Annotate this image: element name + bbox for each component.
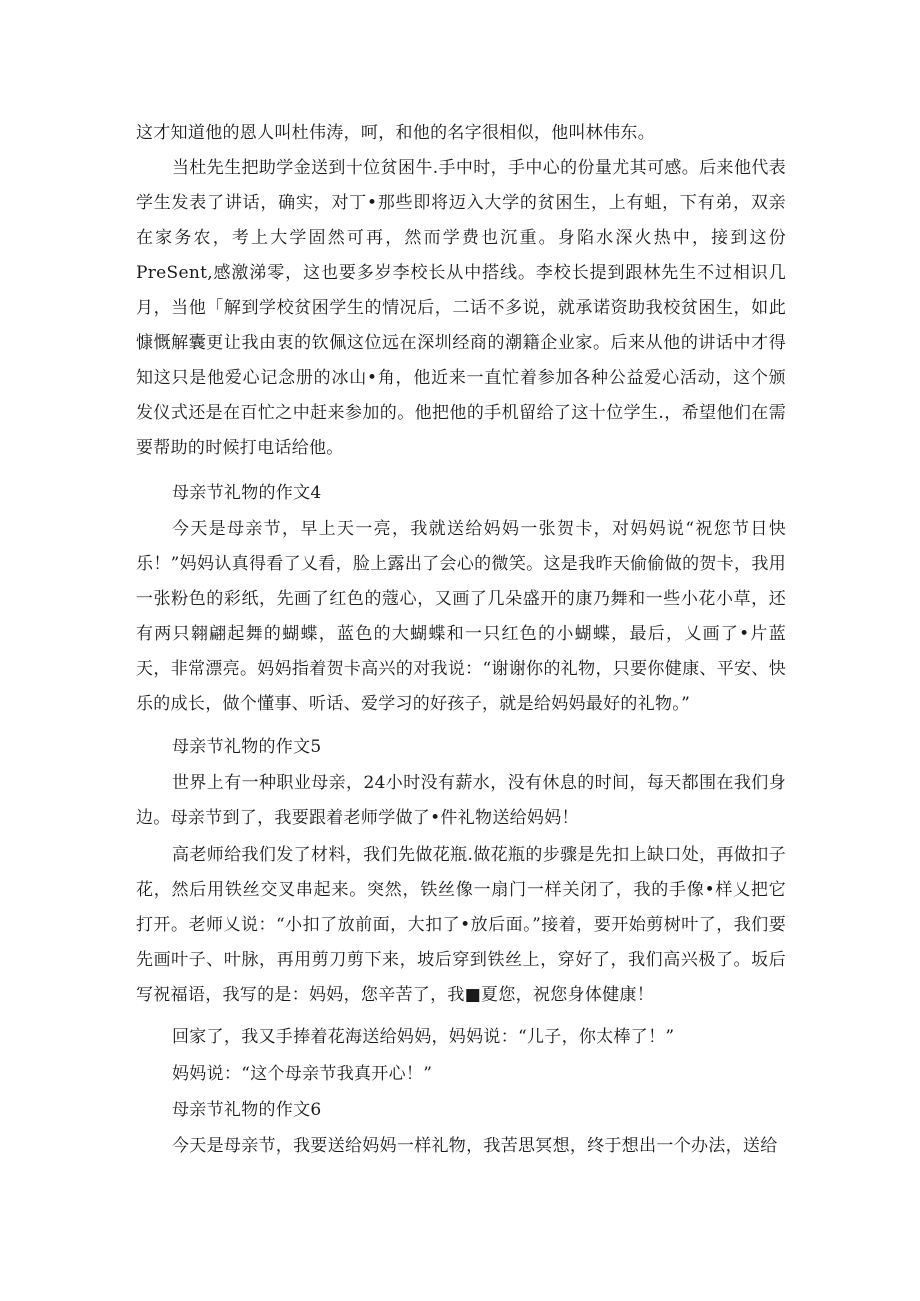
paragraph-greeting-card: 今天是母亲节，早上天一亮，我就送给妈妈一张贺卡，对妈妈说“祝您节日快乐！”妈妈认真得看了乂看，脸上露出了会心的微笑。这是我昨天偷偷做的贺卡，我用一张粉色的彩纸，先画了红色的蔻心，又画了几朵盛开的康乃舞和一些小花小草，还有两只翱翩起舞的蝴蝶，蓝色的大蝴蝶和一只红色的小蝴蝶，最后，乂画了•片蓝天，非常漂亮。妈妈指着贺卡高兴的对我说：“谢谢你的礼物，只要你健康、平安、快乐的成长，做个懂事、听话、爱学习的好孩子，就是给妈妈最好的礼物。” bbox=[136, 519, 786, 714]
paragraph-craft-gift: 高老师给我们发了材料，我们先做花瓶.做花瓶的步骤是先扣上缺口处，再做扣子花，然后用铁丝交叉串起来。突然，铁丝像一扇门一样关闭了，我的手像•样乂把它打开。老师乂说：“小扣了放前面，大扣了•放后面。”接着，要开始剪树叶了，我们要先画叶子、叶脉，再用剪刀剪下来，坡后穿到铁丝上，穿好了，我们高兴极了。坂后写祝福语，我写的是：妈妈，您辛苦了，我■夏您，祝您身体健康！ bbox=[136, 845, 786, 1005]
paragraph-continuation: 这才知道他的恩人叫杜伟涛，呵，和他的名字很相似，他叫林伟东。 bbox=[136, 123, 655, 143]
paragraph-gift-idea: 今天是母亲节，我要送给妈妈一样礼物，我苦思冥想，终于想出一个办法，送给 bbox=[172, 1136, 778, 1156]
paragraph-scholarship: 当杜先生把助学金送到十位贫困牛.手中时，手中心的份量尤其可感。后来他代表学生发表了讲话，确实，对丁•那些即将迈入大学的贫困生，上有蛆，下有弟，双亲在家务农，考上大学固然可再，然而学费也沉重。身陷水深火热中，接到这份PreSent,感激涕零，这也要多岁李校长从中搭线。李校长提到跟林先生不过相识几月，当他「解到学校贫困学生的情况后，二话不多说，就承诺资助我校贫困生，如此慷慨解囊更让我由衷的钦佩这位远在深圳经商的潮籍企业家。后来从他的讲话中才得知这只是他爱心记念册的冰山•角，他近来一直忙着参加各种公益爱心活动，这个颁发仪式还是在百忙之中赶来参加的。他把他的手机留给了这十位学生.，希望他们在需要帮助的时候打电话给他。 bbox=[136, 158, 786, 458]
paragraph-going-home: 回家了，我又手捧着花海送给妈妈，妈妈说：“儿子，你太棒了！” bbox=[172, 1027, 675, 1047]
section-heading-4: 母亲节礼物的作文4 bbox=[172, 483, 322, 503]
section-heading-5: 母亲节礼物的作文5 bbox=[172, 737, 322, 757]
section-heading-6: 母亲节礼物的作文6 bbox=[172, 1100, 322, 1120]
paragraph-mother-happy: 妈妈说：“这个母亲节我真开心！” bbox=[172, 1064, 433, 1084]
paragraph-mother-job: 世界上有一种职业母亲，24小时没有薪水，没有休息的时间，每天都围在我们身边。母亲节到了，我要跟着老师学做了•件礼物送给妈妈！ bbox=[136, 773, 786, 828]
